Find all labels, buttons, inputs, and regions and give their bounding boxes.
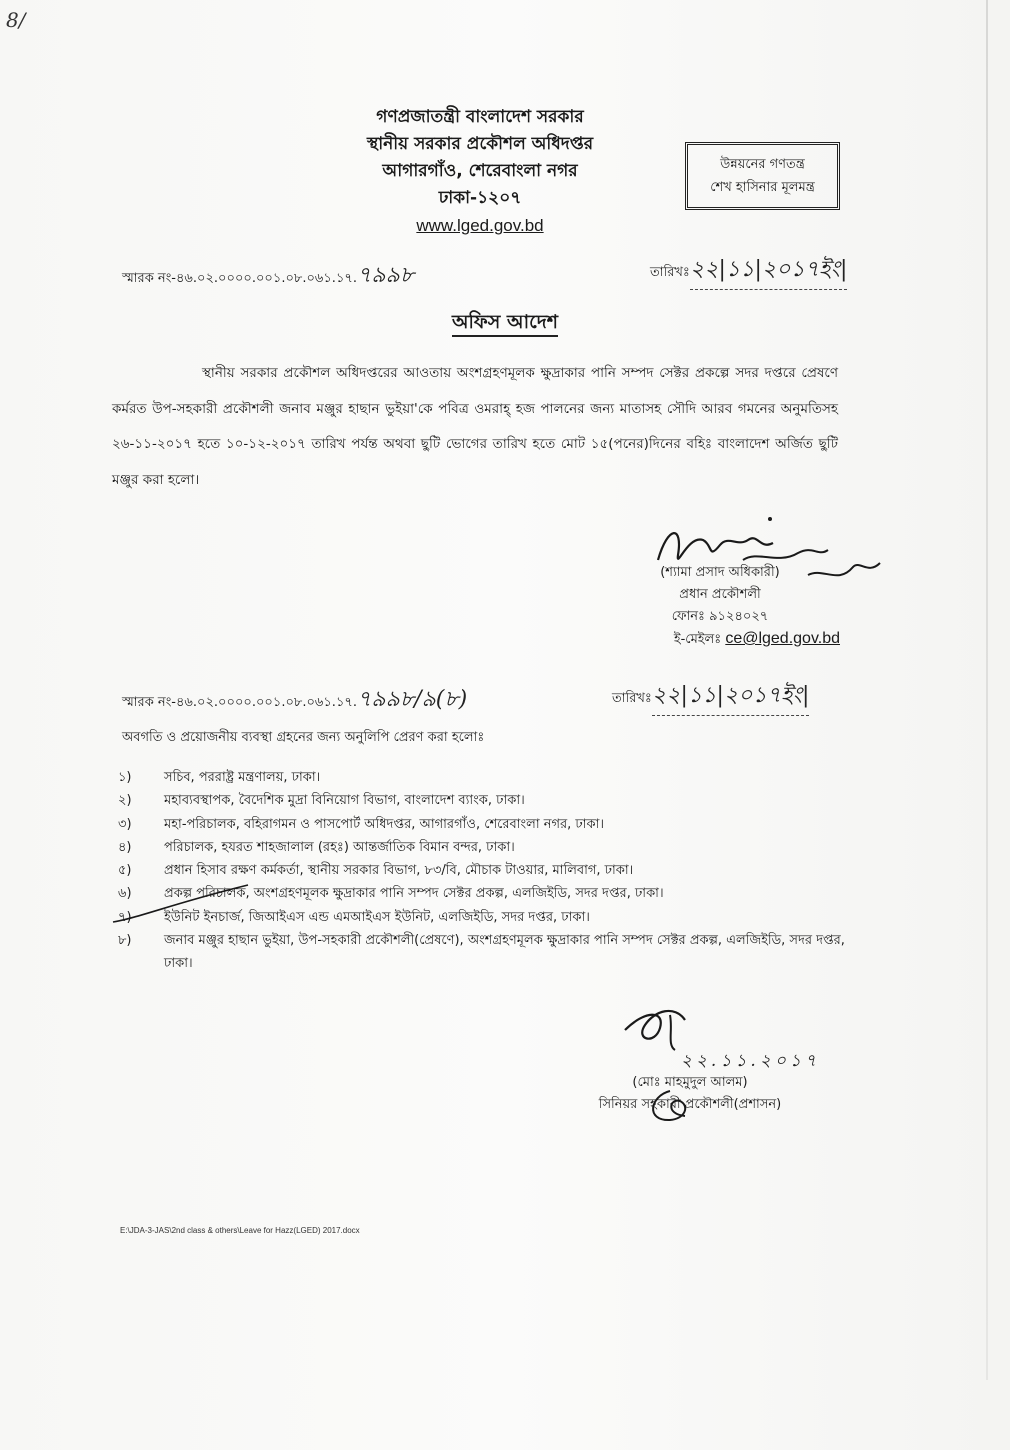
signatory-2-designation: সিনিয়র সহকারী প্রকৌশলী(প্রশাসন) — [598, 1097, 782, 1112]
cc-list-item — [118, 859, 848, 882]
header-line-1: গণপ্রজাতন্ত্রী বাংলাদেশ সরকার — [376, 107, 584, 127]
slogan-line-1: উন্নয়নের গণতন্ত্র — [720, 157, 805, 172]
cc-list-item — [118, 813, 848, 836]
signatory-1-email-row — [600, 628, 840, 651]
header-line-4: ঢাকা-১২০৭ — [438, 188, 522, 208]
cross-mark — [108, 880, 258, 930]
memo-label: স্মারক নং-৪৬.০২.০০০০.০০১.০৮.০৬১.১৭. — [122, 271, 357, 286]
cc-list-item — [118, 766, 848, 789]
cc-item-text: মহাব্যবস্থাপক, বৈদেশিক মুদ্রা বিনিয়োগ বিভাগ, বাংলাদেশ ব্যাংক, ঢাকা। — [164, 793, 525, 809]
cc-item-text: ইউনিট ইনচার্জ, জিআইএস এন্ড এমআইএস ইউনিট, এলজিইডি, সদর দপ্তর, ঢাকা। — [164, 909, 590, 925]
cc-item-number: ৩) — [118, 816, 132, 832]
cc-item-number: ৬) — [118, 886, 132, 902]
signatory-1-name: (শ্যামা প্রসাদ অধিকারী) — [660, 565, 780, 580]
cc-item-text: প্রধান হিসাব রক্ষণ কর্মকর্তা, স্থানীয় সরকার বিভাগ, ৮৩/বি, মৌচাক টাওয়ার, মালিবাগ, ঢাকা। — [164, 863, 634, 879]
cc-list-item — [118, 929, 848, 976]
email-address[interactable]: ce@lged.gov.bd — [725, 630, 840, 647]
document-title: অফিস আদেশ — [0, 308, 1010, 340]
cc-item-text: পরিচালক, হযরত শাহজালাল (রহঃ) আন্তর্জাতিক বিমান বন্দর, ঢাকা। — [164, 839, 515, 855]
letterhead — [300, 104, 660, 239]
memo-handwritten-number: ৭৯৯৮/৯(৮) — [356, 687, 468, 712]
memo-number-1 — [122, 258, 414, 295]
cc-intro: অবগতি ও প্রয়োজনীয় ব্যবস্থা গ্রহনের জন্য অনুলিপি প্রেরণ করা হলোঃ — [122, 730, 485, 745]
memo-date-1 — [650, 252, 847, 290]
date-handwritten: ২২|১১|২০১৭ইং| — [690, 252, 848, 290]
cc-item-text: সচিব, পররাষ্ট্র মন্ত্রণালয়, ঢাকা। — [164, 770, 321, 785]
cc-list-item — [118, 836, 848, 859]
header-line-2: স্থানীয় সরকার প্রকৌশল অধিদপ্তর — [366, 134, 594, 154]
memo-number-2 — [122, 682, 467, 719]
slogan-line-2: শেখ হাসিনার মূলমন্ত্র — [710, 180, 815, 195]
signatory-1 — [600, 562, 840, 651]
email-label: ই-মেইলঃ — [673, 632, 726, 647]
date-label: তারিখঃ — [612, 691, 652, 706]
cc-list-item — [118, 789, 848, 812]
memo-label: স্মারক নং-৪৬.০২.০০০০.০০১.০৮.০৬১.১৭. — [122, 695, 357, 710]
header-website[interactable]: www.lged.gov.bd — [416, 216, 544, 235]
cc-list — [118, 766, 848, 976]
page-mark: 8/ — [6, 8, 26, 32]
file-path-footer: E:\JDA-3-JAS\2nd class & others\Leave for Hazz(LGED) 2017.docx — [120, 1226, 360, 1235]
order-body: স্থানীয় সরকার প্রকৌশল অধিদপ্তরের আওতায় অংশগ্রহণমূলক ক্ষুদ্রাকার পানি সম্পদ সেক্টর প্রকল্পে সদর দপ্তরে প্রেষণে কর্মরত উপ-সহকারী প্রকৌশলী জনাব মঞ্জুর হাছান ভুইয়া'কে পবিত্র ওমরাহ্ হজ পালনের জন্য মাতাসহ সৌদি আরব গমনের অনুমতিসহ ২৬-১১-২০১৭ হতে ১০-১২-২০১৭ তারিখ পর্যন্ত অথবা ছুটি ভোগের তারিখ হতে মোট ১৫(পনের)দিনের বহিঃ বাংলাদেশ অর্জিত ছুটি মঞ্জুর করা হলো। — [112, 365, 838, 488]
cc-item-number: ১) — [118, 770, 132, 785]
memo-date-2 — [612, 678, 809, 716]
cc-item-number: ৫) — [118, 863, 132, 879]
memo-handwritten-number: ৭৯৯৮ — [356, 263, 415, 288]
cc-item-text: জনাব মঞ্জুর হাছান ভুইয়া, উপ-সহকারী প্রকৌশলী(প্রেষণে), অংশগ্রহণমূলক ক্ষুদ্রাকার পানি সম্পদ সেক্টর প্রকল্প, এলজিইডি, সদর দপ্তর, ঢাকা। — [164, 933, 845, 972]
cc-item-number: ৪) — [118, 839, 132, 855]
cc-item-text: মহা-পরিচালক, বহিরাগমন ও পাসপোর্ট অধিদপ্তর, আগারগাঁও, শেরেবাংলা নগর, ঢাকা। — [164, 816, 605, 832]
slogan-box — [685, 142, 840, 210]
date-label: তারিখঃ — [650, 265, 690, 280]
signatory-2-date: ২২.১১.২০১৭ — [680, 1051, 820, 1071]
scan-edge — [986, 0, 988, 1380]
signatory-1-phone: ফোনঃ ৯১২৪০২৭ — [671, 609, 769, 624]
cc-item-number: ২) — [118, 793, 132, 809]
signatory-2 — [560, 1050, 820, 1116]
date-handwritten: ২২|১১|২০১৭ইং| — [652, 678, 810, 716]
signatory-2-name: (মোঃ মাহমুদুল আলম) — [632, 1075, 748, 1090]
cc-item-text: প্রকল্প পরিচালক, অংশগ্রহণমূলক ক্ষুদ্রাকার পানি সম্পদ সেক্টর প্রকল্প, এলজিইডি, সদর দপ্তর, ঢাকা। — [164, 886, 664, 902]
header-line-3: আগারগাঁও, শেরেবাংলা নগর — [382, 161, 578, 181]
signatory-1-designation: প্রধান প্রকৌশলী — [679, 587, 761, 602]
cc-item-number: ৮) — [118, 933, 132, 949]
cc-item-number: ৭) — [118, 909, 132, 925]
